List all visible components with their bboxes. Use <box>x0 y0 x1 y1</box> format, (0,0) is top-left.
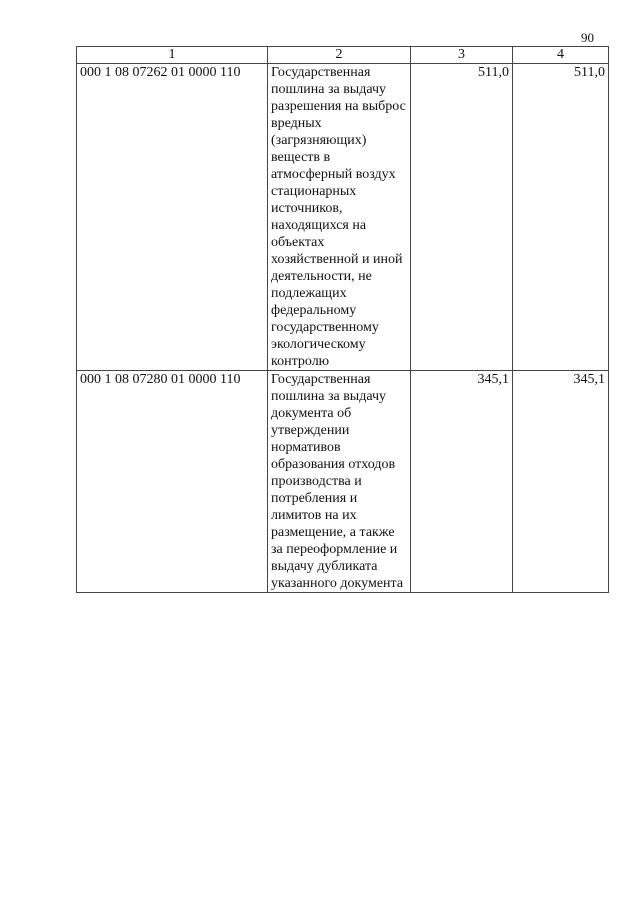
budget-table <box>76 46 609 593</box>
header-col-2: 2 <box>268 47 411 64</box>
header-col-1: 1 <box>77 47 268 64</box>
row-name <box>268 64 411 371</box>
row-value-3: 511,0 <box>411 64 513 371</box>
header-row <box>77 47 609 64</box>
header-col-3: 3 <box>411 47 513 64</box>
page-number: 90 <box>581 30 594 45</box>
table-header <box>77 47 609 64</box>
row-name-text: Государственная пошлина за выдачу разрешения на выброс вредных (загрязняющих) веществ в атмосферный воздух стационарных источников, находящихся на объектах хозяйственной и иной деятельности, не подлежащих федеральному государственному экологическому контролю <box>271 65 406 369</box>
table-row <box>77 64 609 371</box>
row-value-3: 345,1 <box>411 371 513 593</box>
row-name <box>268 371 411 593</box>
row-value-4: 511,0 <box>513 64 609 371</box>
row-code: 000 1 08 07280 01 0000 110 <box>77 371 268 593</box>
table-row <box>77 371 609 593</box>
header-col-4: 4 <box>513 47 609 64</box>
row-code: 000 1 08 07262 01 0000 110 <box>77 64 268 371</box>
row-value-4: 345,1 <box>513 371 609 593</box>
row-name-text: Государственная пошлина за выдачу документа об утверждении нормативов образования отходов производства и потребления и лимитов на их размещение, а также за переоформление и выдачу дубликата указанного документа <box>271 372 404 591</box>
table-body <box>77 64 609 593</box>
